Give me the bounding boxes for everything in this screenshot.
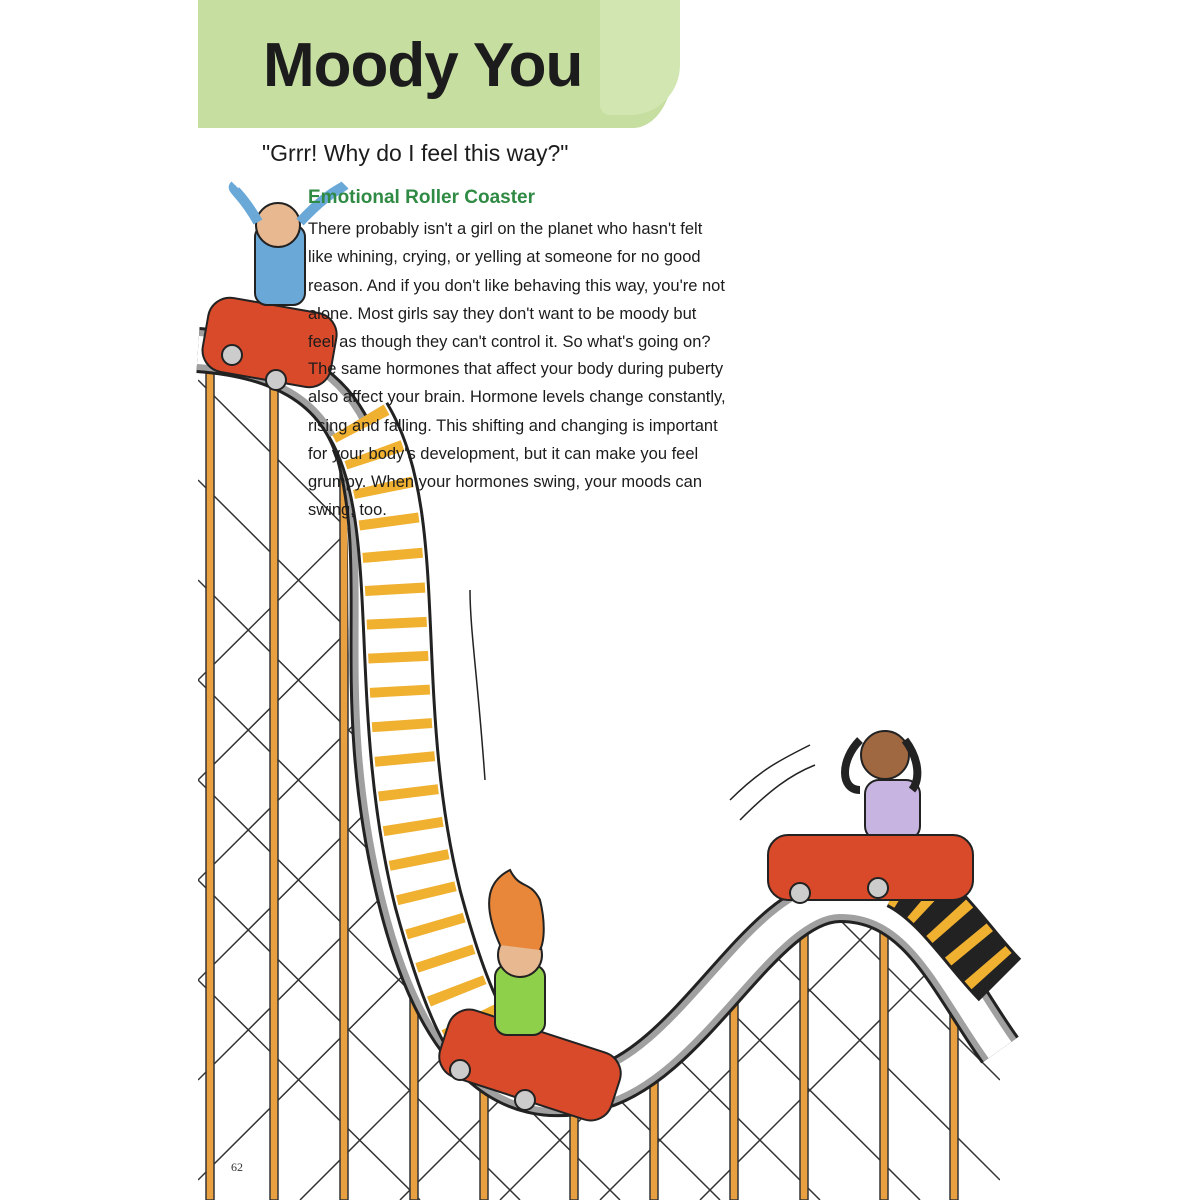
motion-lines (470, 590, 815, 820)
text-line: like whining, crying, or yelling at someone for no good (308, 248, 701, 267)
car-right (768, 731, 973, 903)
text-line: alone. Most girls say they don't want to be moody but (308, 304, 697, 323)
page-number: 62 (231, 1160, 243, 1174)
subtitle-quote: "Grrr! Why do I feel this way?" (262, 140, 569, 166)
paragraph-2 (308, 355, 948, 525)
text-line: The same hormones that affect your body during puberty (308, 360, 724, 378)
text-line: swing, too. (308, 501, 387, 520)
section-heading: Emotional Roller Coaster (308, 187, 535, 208)
text-line: for your body's development, but it can make you feel (308, 444, 699, 463)
text-line: rising and falling. This shifting and changing is important (308, 416, 718, 435)
paragraph-1 (308, 215, 948, 356)
text-line: feel as though they can't control it. So what's going on? (308, 333, 711, 352)
text-line: reason. And if you don't like behaving this way, you're not (308, 276, 725, 295)
page-title: Moody You (263, 31, 583, 100)
text-line: There probably isn't a girl on the planet who hasn't felt (308, 220, 703, 238)
text-line: also affect your brain. Hormone levels change constantly, (308, 388, 726, 407)
text-line: grumpy. When your hormones swing, your moods can (308, 473, 703, 492)
